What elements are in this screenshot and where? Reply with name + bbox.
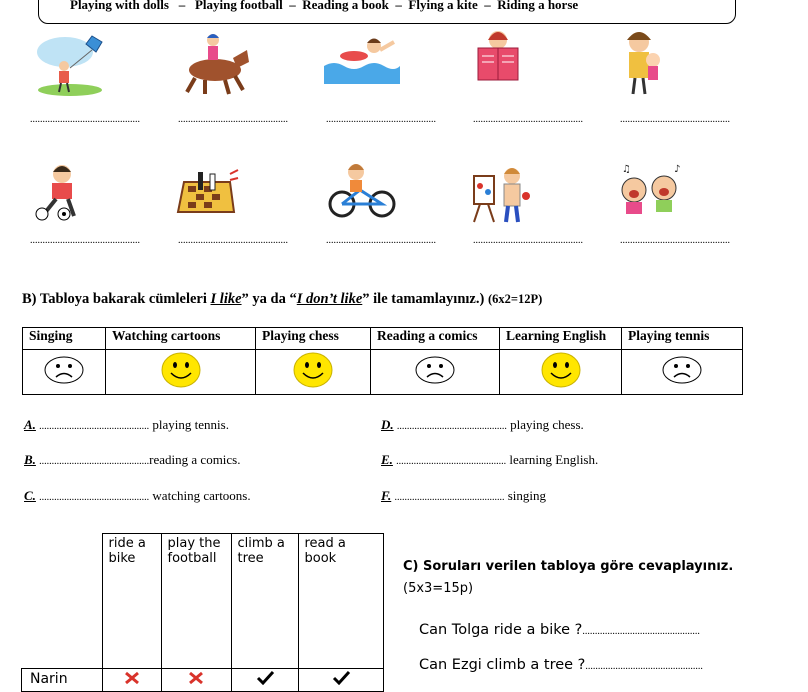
- blank-line: ............................................: [178, 235, 288, 246]
- section-b-heading: B) Tabloya bakarak cümleleri I like” ya da “I don’t like” ile tamamlayınız.) (6x2=12P): [22, 291, 543, 307]
- activity-header: climb a tree: [231, 534, 298, 669]
- kite-girl-icon: [30, 30, 110, 100]
- question-2: Can Ezgi climb a tree ?...............................................: [419, 657, 703, 673]
- activity-header: read a book: [298, 534, 383, 669]
- sentence-c: C. ............................................ watching cartoons.: [24, 488, 251, 503]
- section-c-title: C) Soruları verilen tabloya göre cevaplayınız.: [403, 559, 734, 574]
- cyclist-icon: [320, 160, 400, 230]
- cross-icon: [102, 669, 161, 692]
- blank-line: ............................................: [620, 235, 730, 246]
- swimmer-icon: [322, 28, 402, 98]
- cross-icon: [161, 669, 231, 692]
- svg-text:♫: ♫: [622, 164, 631, 175]
- check-icon: [231, 669, 298, 692]
- blank-line: ............................................: [473, 114, 583, 125]
- likes-table: [22, 327, 743, 395]
- blank-line: ............................................: [326, 114, 436, 125]
- blank-line: ............................................: [620, 114, 730, 125]
- painter-icon: [466, 162, 546, 232]
- i-dont-like-phrase: I don’t like: [296, 291, 363, 307]
- likes-header: Watching cartoons: [106, 328, 256, 350]
- row-name: Narin: [22, 669, 103, 692]
- sad-face-icon: [23, 350, 106, 395]
- likes-header: Reading a comics: [371, 328, 500, 350]
- sad-face-icon: [371, 350, 500, 395]
- horse-rider-icon: [175, 28, 255, 98]
- blank-line: ............................................: [30, 114, 140, 125]
- activity-corner: [22, 534, 103, 669]
- check-icon: [298, 669, 383, 692]
- blank-line: ............................................: [30, 235, 140, 246]
- singing-kids-icon: [612, 160, 692, 230]
- sentence-f: F. ............................................ singing: [381, 488, 547, 503]
- blank-line: ............................................: [473, 235, 583, 246]
- happy-face-icon: [106, 350, 256, 395]
- svg-text:♪: ♪: [674, 164, 681, 175]
- activity-header: play the football: [161, 534, 231, 669]
- likes-header: Singing: [23, 328, 106, 350]
- doll-girl-icon: [605, 28, 685, 98]
- chess-icon: [168, 162, 248, 232]
- sentence-b: B. ............................................reading a comics.: [24, 452, 241, 467]
- likes-header: Playing tennis: [622, 328, 743, 350]
- happy-face-icon: [256, 350, 371, 395]
- likes-header: Playing chess: [256, 328, 371, 350]
- likes-header: Learning English: [500, 328, 622, 350]
- i-like-phrase: I like: [210, 291, 242, 307]
- sad-face-icon: [622, 350, 743, 395]
- happy-face-icon: [500, 350, 622, 395]
- activity-table: [21, 533, 384, 692]
- word-box-text: Playing with dolls – Playing football – Reading a book – Flying a kite – Riding a horse: [70, 0, 579, 12]
- sentence-a: A. ............................................ playing tennis.: [24, 417, 229, 432]
- question-1: Can Tolga ride a bike ?...............................................: [419, 622, 700, 638]
- blank-line: ............................................: [326, 235, 436, 246]
- blank-line: ............................................: [178, 114, 288, 125]
- football-boy-icon: [26, 160, 106, 230]
- activity-header: ride a bike: [102, 534, 161, 669]
- sentence-e: E. ............................................ learning English.: [381, 452, 599, 467]
- sentence-d: D. ............................................ playing chess.: [381, 417, 584, 432]
- section-c-points: (5x3=15p): [403, 581, 474, 596]
- section-b-points: (6x2=12P): [487, 292, 543, 306]
- reading-girl-icon: [458, 28, 538, 98]
